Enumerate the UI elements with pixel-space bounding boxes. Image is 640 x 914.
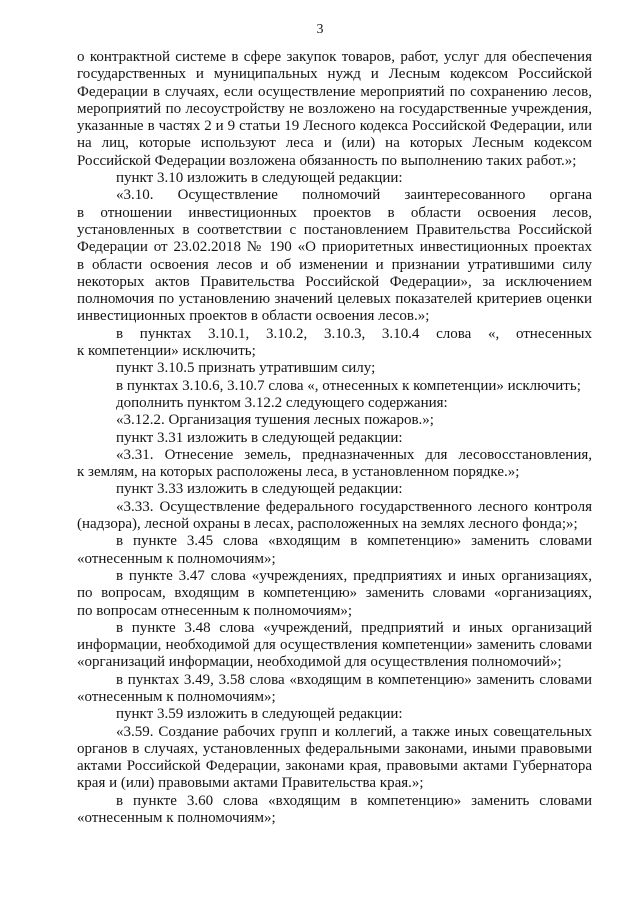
text-line: пункт 3.31 изложить в следующей редакции:: [116, 429, 403, 446]
document-body: [77, 49, 592, 827]
text-line: «3.59. Создание рабочих групп и коллегий, а также иных совещательных: [116, 723, 592, 740]
text-line: в пунктах 3.49, 3.58 слова «входящим в компетенцию» заменить словами: [116, 671, 592, 688]
text-line: о контрактной системе в сфере закупок товаров, работ, услуг для обеспечения: [77, 49, 592, 65]
text-line: в области освоения лесов и об изменении и признании утратившими силу: [77, 256, 592, 273]
text-line: в пункте 3.47 слова «учреждениях, предприятиях и иных организациях,: [116, 567, 592, 584]
text-line: к компетенции» исключить;: [77, 343, 256, 360]
text-line: края и (или) правовыми актами Правительства края.»;: [77, 775, 424, 792]
text-line: в пункте 3.48 слова «учреждений, предприятий и иных организаций: [116, 619, 592, 636]
text-line: указанные в частях 2 и 9 статьи 19 Лесного кодекса Российской Федерации, или: [77, 118, 592, 135]
text-line: «отнесенным к полномочиям»;: [77, 688, 276, 705]
text-line: «3.31. Отнесение земель, предназначенных для лесовосстановления,: [116, 446, 592, 463]
text-line: установленных в соответствии с постановлением Правительства Российской: [77, 221, 592, 238]
text-line: органов в случаях, установленных федеральными законами, иными правовыми: [77, 740, 592, 757]
text-line: (надзора), лесной охраны в лесах, расположенных на землях лесного фонда;»;: [77, 516, 578, 533]
page-number: 3: [316, 22, 324, 37]
text-line: в пункте 3.45 слова «входящим в компетенцию» заменить словами: [116, 533, 592, 550]
text-line: информации, необходимой для осуществления компетенции» заменить словами: [77, 637, 592, 654]
text-line: мероприятий по лесоустройству не возложено на государственные учреждения,: [77, 100, 592, 117]
text-line: пункт 3.33 изложить в следующей редакции:: [116, 481, 403, 498]
text-line: «отнесенным к полномочиям»;: [77, 550, 276, 567]
text-line: Федерации от 23.02.2018 № 190 «О приоритетных инвестиционных проектах: [77, 239, 592, 256]
text-line: по вопросам, входящим в компетенцию» заменить словами «организациях,: [77, 585, 592, 602]
text-line: Российской Федерации возложена обязанность по выполнению таких работ.»;: [77, 152, 577, 169]
text-line: Федерации в случаях, если осуществление мероприятий по сохранению лесов,: [77, 83, 592, 100]
text-line: «3.10. Осуществление полномочий заинтересованного органа: [116, 187, 592, 204]
text-line: дополнить пунктом 3.12.2 следующего содержания:: [116, 394, 448, 411]
text-line: «3.12.2. Организация тушения лесных пожаров.»;: [116, 412, 434, 429]
text-line: на лиц, которые используют леса и (или) на которых Лесным кодексом: [77, 135, 592, 152]
text-line: «3.33. Осуществление федерального государственного лесного контроля: [116, 498, 592, 515]
text-line: актами Российской Федерации, законами края, правовыми актами Губернатора: [77, 758, 592, 775]
text-line: некоторых актов Правительства Российской Федерации», за исключением: [77, 273, 592, 290]
text-line: пункт 3.59 изложить в следующей редакции:: [116, 706, 403, 723]
text-line: по вопросам отнесенным к полномочиям»;: [77, 602, 353, 619]
text-line: полномочия по установлению значений целевых показателей критериев оценки: [77, 291, 592, 308]
text-line: пункт 3.10.5 признать утратившим силу;: [116, 360, 376, 377]
text-line: в отношении инвестиционных проектов в области освоения лесов,: [77, 204, 592, 221]
text-line: «отнесенным к полномочиям»;: [77, 810, 276, 827]
text-line: государственных и муниципальных нужд и Лесным кодексом Российской: [77, 66, 592, 83]
text-line: в пункте 3.60 слова «входящим в компетенцию» заменить словами: [116, 792, 592, 809]
text-line: инвестиционных проектов в области освоения лесов.»;: [77, 308, 430, 325]
text-line: в пунктах 3.10.6, 3.10.7 слова «, отнесенных к компетенции» исключить;: [116, 377, 581, 394]
text-line: к землям, на которых расположены леса, в установленном порядке.»;: [77, 464, 520, 481]
text-line: в пунктах 3.10.1, 3.10.2, 3.10.3, 3.10.4 слова «, отнесенных: [116, 325, 592, 342]
text-line: «организаций информации, необходимой для осуществления полномочий»;: [77, 654, 562, 671]
text-line: пункт 3.10 изложить в следующей редакции:: [116, 170, 403, 187]
